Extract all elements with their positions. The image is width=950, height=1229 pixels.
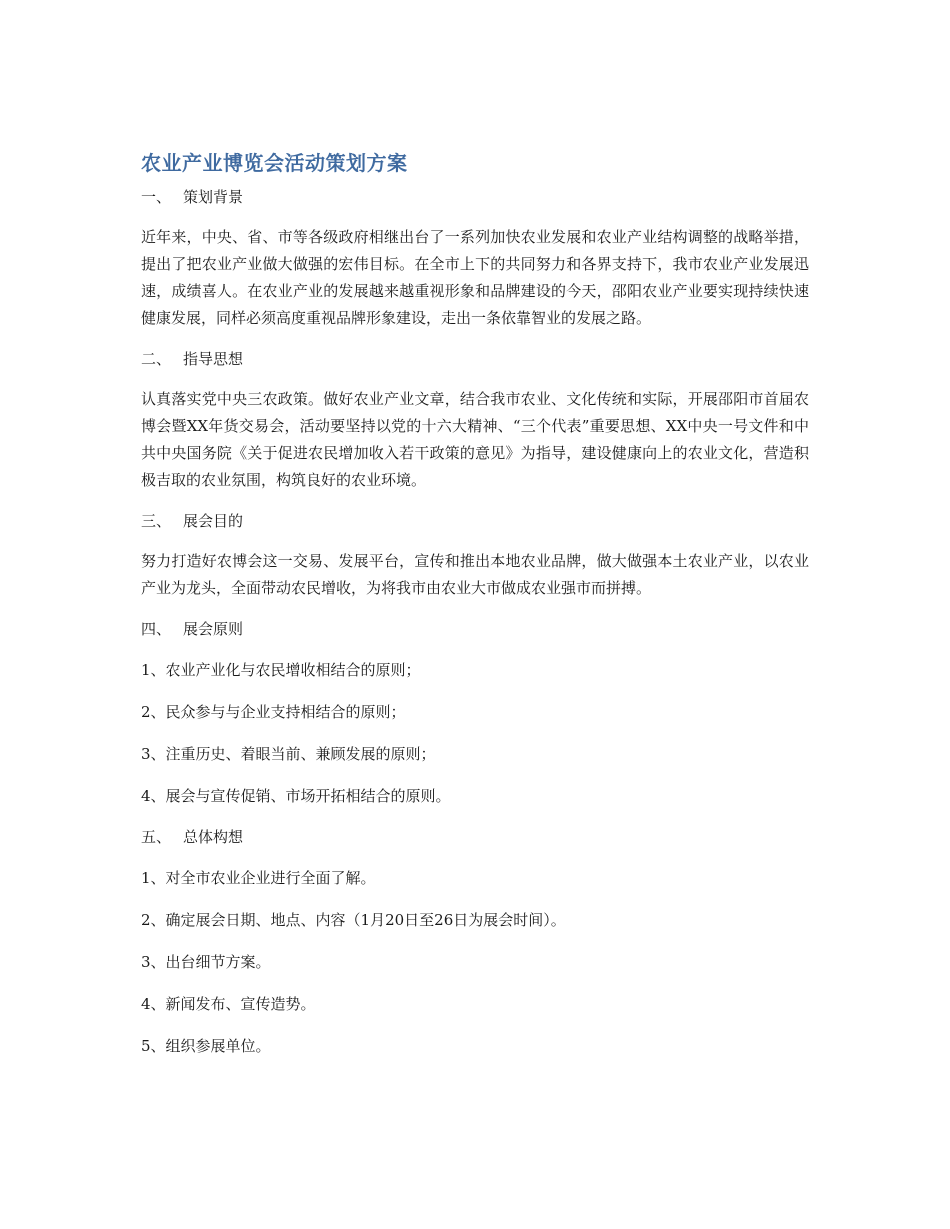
- section-paragraph-exhibition-purpose: 努力打造好农博会这一交易、发展平台，宣传和推出本地农业品牌，做大做强本土农业产业，以农业产业为龙头，全面带动农民增收，为将我市由农业大市做成农业强市而拼搏。: [141, 552, 809, 597]
- list-item: 5、组织参展单位。: [141, 1037, 271, 1055]
- section-heading-background: [141, 184, 809, 210]
- section-heading-text: 指导思想: [183, 350, 244, 368]
- section-heading-text: 展会原则: [183, 620, 244, 638]
- list-item: 4、展会与宣传促销、市场开拓相结合的原则。: [141, 787, 451, 805]
- list-item: 2、确定展会日期、地点、内容（1月20日至26日为展会时间）。: [141, 911, 566, 929]
- section-heading-text: 策划背景: [183, 188, 244, 206]
- section-number: 三、: [141, 512, 172, 530]
- list-item: 3、出台细节方案。: [141, 953, 271, 971]
- section-number: 五、: [141, 828, 172, 846]
- section-heading-exhibition-principles: [141, 616, 809, 642]
- section-number: 二、: [141, 350, 172, 368]
- section-heading-overall-plan: [141, 824, 809, 850]
- section-heading-guiding-ideology: [141, 346, 809, 372]
- list-item: 1、农业产业化与农民增收相结合的原则；: [141, 661, 421, 679]
- list-item: 2、民众参与与企业支持相结合的原则；: [141, 703, 406, 721]
- section-heading-text: 展会目的: [183, 512, 244, 530]
- list-item: 4、新闻发布、宣传造势。: [141, 995, 316, 1013]
- list-item: 1、对全市农业企业进行全面了解。: [141, 869, 376, 887]
- document-page: [141, 146, 809, 1060]
- section-paragraph-background: 近年来，中央、省、市等各级政府相继出台了一系列加快农业发展和农业产业结构调整的战略举措，提出了把农业产业做大做强的宏伟目标。在全市上下的共同努力和各界支持下，我市农业产业发展迅速，成绩喜人。在农业产业的发展越来越重视形象和品牌建设的今天，邵阳农业产业要实现持续快速健康发展，同样必须高度重视品牌形象建设，走出一条依靠智业的发展之路。: [141, 228, 809, 327]
- section-heading-text: 总体构想: [183, 828, 244, 846]
- document-title: 农业产业博览会活动策划方案: [141, 151, 408, 175]
- section-number: 一、: [141, 188, 172, 206]
- list-item: 3、注重历史、着眼当前、兼顾发展的原则；: [141, 745, 436, 763]
- section-heading-exhibition-purpose: [141, 508, 809, 534]
- section-paragraph-guiding-ideology: 认真落实党中央三农政策。做好农业产业文章，结合我市农业、文化传统和实际，开展邵阳市首届农博会暨XX年货交易会，活动要坚持以党的十六大精神、“三个代表”重要思想、XX中央一号文件和中共中央国务院《关于促进农民增加收入若干政策的意见》为指导，建设健康向上的农业文化，营造积极吉取的农业氛围，构筑良好的农业环境。: [141, 390, 809, 489]
- section-number: 四、: [141, 620, 172, 638]
